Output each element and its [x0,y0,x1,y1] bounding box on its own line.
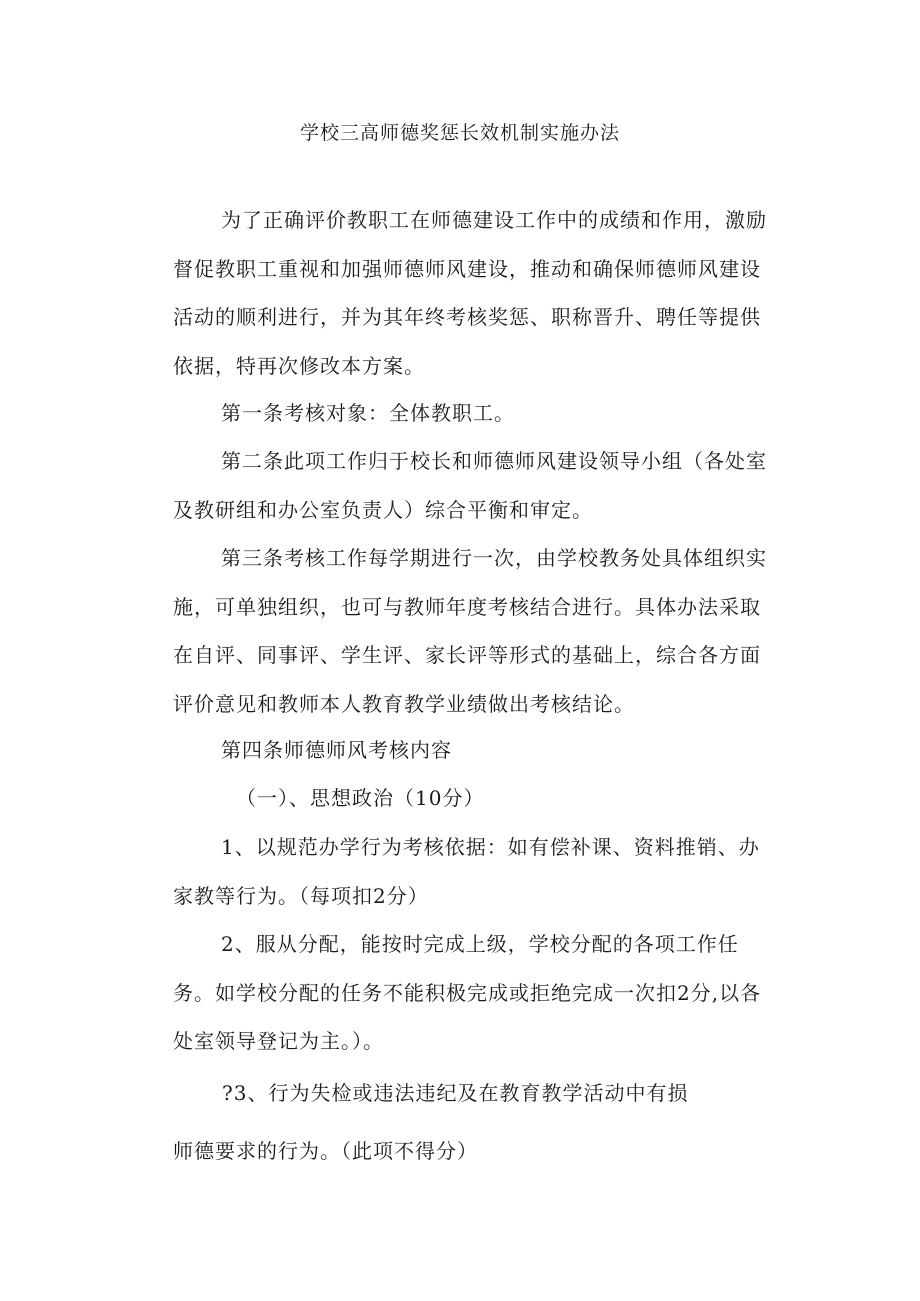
article-2: 第二条此项工作归于校长和师德师风建设领导小组（各处室及教研组和办公室负责人）综合平衡和审定。 [173,449,767,522]
item-3-line-2: 师德要求的行为。（此项不得分） [173,1139,478,1163]
article-1: 第一条考核对象：全体教职工。 [221,401,515,425]
article-3: 第三条考核工作每学期进行一次，由学校教务处具体组织实施，可单独组织，也可与教师年度考核结合进行。具体办法采取在自评、同事评、学生评、家长评等形式的基础上，综合各方面评价意见和教师本人教育教学业绩做出考核结论。 [173,546,767,716]
intro-paragraph: 为了正确评价教职工在师德建设工作中的成绩和作用，激励督促教职工重视和加强师德师风建设，推动和确保师德师风建设活动的顺利进行，并为其年终考核奖惩、职称晋升、聘任等提供依据，特再次修改本方案。 [173,208,767,378]
document-title: 学校三高师德奖惩长效机制实施办法 [299,122,620,144]
section-1-heading: （一）、思想政治（10分） [236,786,485,810]
article-4-heading: 第四条师德师风考核内容 [221,738,452,762]
item-3-line-1: ?3、行为失检或违法违纪及在教育教学活动中有损 [222,1081,689,1105]
item-2: 2、服从分配，能按时完成上级，学校分配的各项工作任务。如学校分配的任务不能积极完成或拒绝完成一次扣2分,以各处室领导登记为主。）。 [173,932,762,1053]
item-1: 1、以规范办学行为考核依据：如有偿补课、资料推销、办家教等行为。（每项扣2分） [173,835,760,908]
